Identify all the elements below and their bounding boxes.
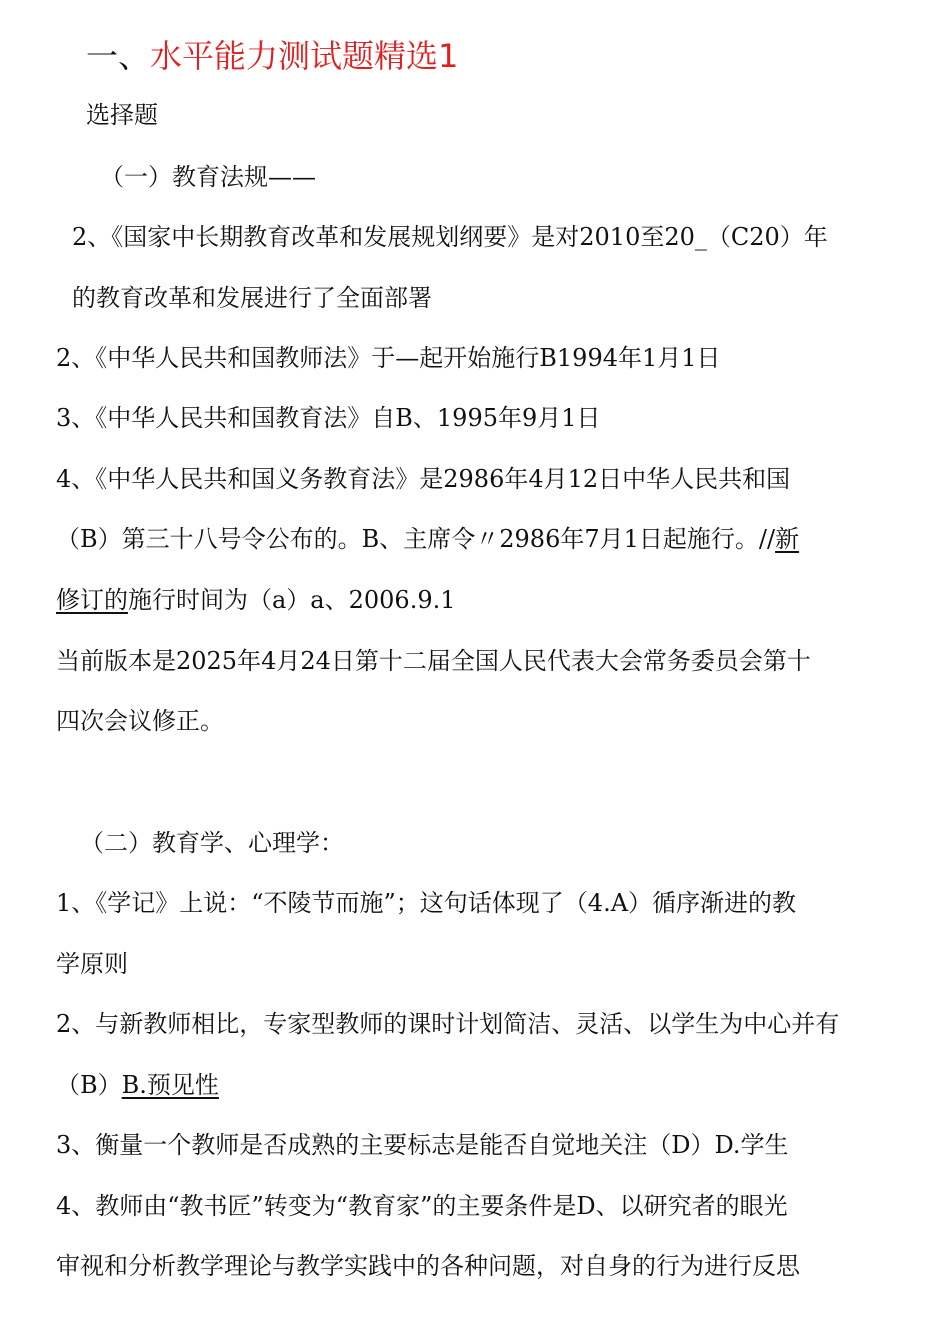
part2-q1-line2: 学原则 — [56, 950, 128, 978]
part1-q4-line3-text: 施行时间为（a）a、2006.9.1 — [128, 586, 456, 614]
part2-q2-line2 — [56, 1068, 219, 1102]
part2-q3: 3、衡量一个教师是否成熟的主要标志是能否自觉地关注（D）D.学生 — [56, 1131, 789, 1159]
section-label: 选择题 — [86, 101, 158, 129]
title-prefix: 一、 — [86, 37, 151, 75]
part1-q4-line2 — [56, 522, 799, 556]
title-text: 水平能力测试题精选1 — [150, 37, 459, 75]
part1-q4-line3 — [56, 583, 456, 617]
part1-q4-underlined-revised: 修订的 — [56, 586, 128, 614]
part2-q2-answer: （B） — [56, 1071, 122, 1099]
part1-q4-line2-text: （B）第三十八号令公布的。B、主席令〃2986年7月1日起施行。// — [56, 525, 776, 553]
part2-q4-line2: 审视和分析教学理论与教学实践中的各种问题，对自身的行为进行反思 — [56, 1252, 800, 1280]
part2-q2-underlined-answer: B.预见性 — [121, 1071, 219, 1099]
document-title — [86, 34, 458, 78]
part2-q4-line1: 4、教师由“教书匠”转变为“教育家”的主要条件是D、以研究者的眼光 — [56, 1192, 788, 1220]
part1-q4-underlined-new: 新 — [775, 525, 800, 553]
part1-q4-line1: 4、《中华人民共和国义务教育法》是2986年4月12日中华人民共和国 — [56, 465, 791, 493]
part2-q2-line1: 2、与新教师相比，专家型教师的课时计划简洁、灵活、以学生为中心并有 — [56, 1010, 840, 1038]
part1-note-line1: 当前版本是2025年4月24日第十二届全国人民代表大会常务委员会第十 — [56, 647, 811, 675]
part2-heading: （二）教育学、心理学： — [80, 829, 344, 857]
part1-q3: 3、《中华人民共和国教育法》自B、1995年9月1日 — [56, 404, 601, 432]
part1-q1-line1: 2、《国家中长期教育改革和发展规划纲要》是对2010至20_（C20）年 — [72, 223, 828, 251]
part1-q1-line2: 的教育改革和发展进行了全面部署 — [72, 284, 432, 312]
part1-q2: 2、《中华人民共和国教师法》于—起开始施行B1994年1月1日 — [56, 344, 721, 372]
part2-q1-line1: 1、《学记》上说：“不陵节而施”；这句话体现了（4.A）循序渐进的教 — [56, 889, 797, 917]
part1-heading: （一）教育法规—— — [100, 163, 316, 191]
part1-note-line2: 四次会议修正。 — [56, 707, 224, 735]
